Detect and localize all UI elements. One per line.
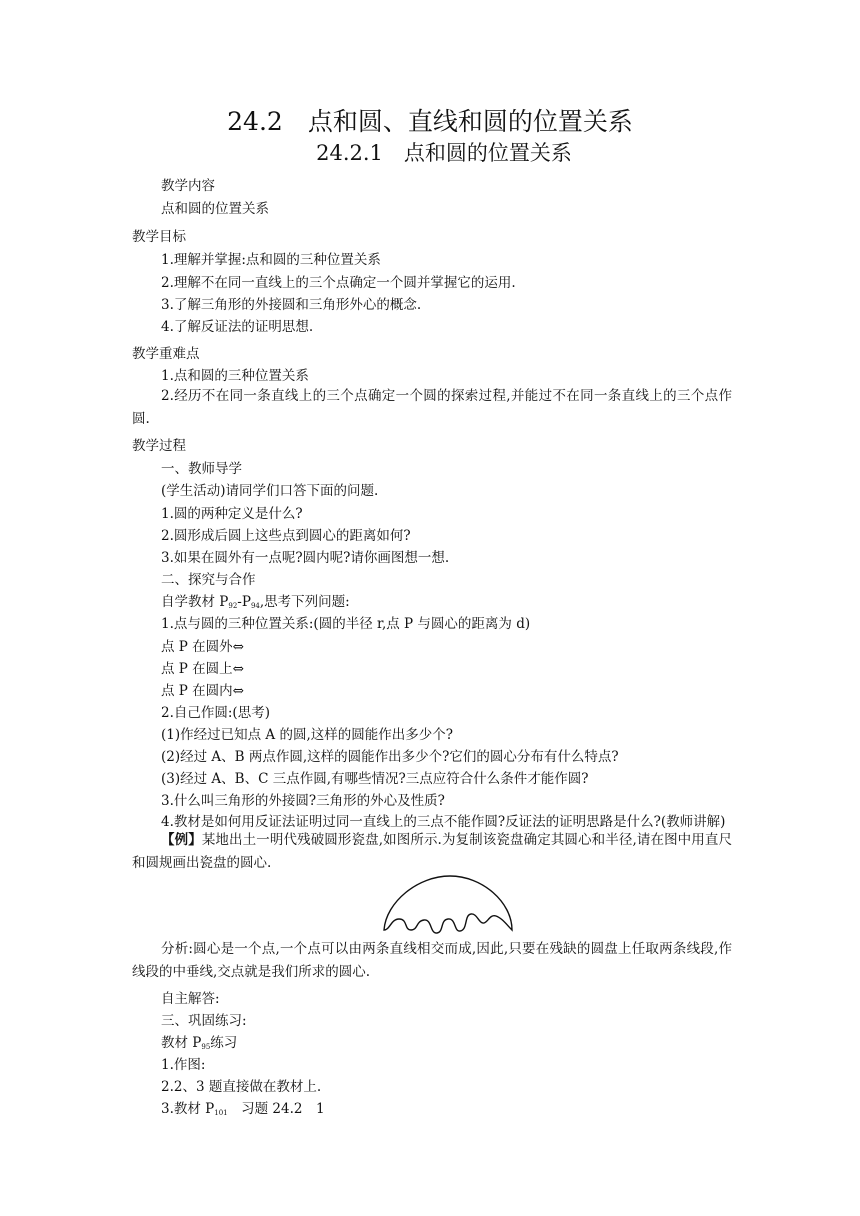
relation-inside: 点 P 在圆内⇔	[161, 683, 244, 699]
self-answer-label: 自主解答:	[161, 991, 220, 1007]
analysis-text: 分析:圆心是一个点,一个点可以由两条直线相交而成,因此,只要在残缺的圆盘上任取两条线段,作线段的中垂线,交点就是我们所求的圆心.	[132, 941, 732, 980]
question-item: 2.自己作圆:(思考)	[161, 705, 270, 721]
keypoint-item: 2.经历不在同一条直线上的三个点确定一个圆的探索过程,并能过不在同一条直线上的三个点作圆.	[132, 388, 732, 427]
practice-item: 2.2、3 题直接做在教材上.	[161, 1079, 322, 1095]
question-item: 1.圆的两种定义是什么?	[161, 506, 303, 522]
keypoint-item: 1.点和圆的三种位置关系	[161, 368, 309, 384]
practice-instruction: 教材 $P_{95}$练习	[161, 1035, 238, 1051]
keypoints-heading: 教学重难点	[132, 346, 200, 362]
sub-question: (1)作经过已知点 A 的圆,这样的圆能作出多少个?	[161, 727, 453, 743]
question-item: 3.如果在圆外有一点呢?圆内呢?请你画图想一想.	[161, 550, 450, 566]
section-heading: 三、巩固练习:	[161, 1013, 247, 1029]
sub-question: (3)经过 A、B、C 三点作圆,有哪些情况?三点应符合什么条件才能作圆?	[161, 771, 589, 787]
broken-plate-figure	[380, 872, 516, 936]
content-text: 点和圆的位置关系	[161, 201, 269, 217]
goal-item: 2.理解不在同一直线上的三个点确定一个圆并掌握它的运用.	[161, 275, 516, 291]
sub-question: (2)经过 A、B 两点作圆,这样的圆能作出多少个?它们的圆心分布有什么特点?	[161, 749, 619, 765]
goal-item: 4.了解反证法的证明思想.	[161, 319, 314, 335]
content-heading: 教学内容	[161, 178, 215, 194]
section-heading: 一、教师导学	[161, 461, 242, 477]
page-title: 24.2 点和圆、直线和圆的位置关系	[227, 107, 633, 136]
page-subtitle: 24.2.1 点和圆的位置关系	[316, 141, 572, 165]
question-item: 2.圆形成后圆上这些点到圆心的距离如何?	[161, 528, 411, 544]
question-item: 3.什么叫三角形的外接圆?三角形的外心及性质?	[161, 793, 445, 809]
practice-item: 1.作图:	[161, 1057, 206, 1073]
goal-item: 3.了解三角形的外接圆和三角形外心的概念.	[161, 297, 422, 313]
question-item: 1.点与圆的三种位置关系:(圆的半径 r,点 P 与圆心的距离为 d)	[161, 616, 531, 632]
example-text: 某地出土一明代残破圆形瓷盘,如图所示.为复制该瓷盘确定其圆心和半径,请在图中用直尺和圆规画出瓷盘的圆心.	[132, 832, 733, 871]
section-heading: 二、探究与合作	[161, 572, 256, 588]
goals-heading: 教学目标	[132, 229, 186, 245]
plate-outline	[384, 876, 512, 933]
practice-item: 3.教材 $P_{101}$ 习题 24.2 1	[161, 1101, 325, 1117]
relation-outside: 点 P 在圆外⇔	[161, 639, 244, 655]
study-instruction: 自学教材 $P_{92}-P_{94}$,思考下列问题:	[161, 594, 350, 610]
goal-item: 1.理解并掌握:点和圆的三种位置关系	[161, 252, 381, 268]
section-intro: (学生活动)请同学们口答下面的问题.	[161, 483, 379, 499]
question-item: 4.教材是如何用反证法证明过同一直线上的三点不能作圆?反证法的证明思路是什么?(教师讲解)	[161, 814, 726, 830]
example-block	[132, 829, 732, 875]
process-heading: 教学过程	[132, 438, 186, 454]
example-label: 【例】	[161, 832, 202, 848]
relation-on: 点 P 在圆上⇔	[161, 661, 244, 677]
